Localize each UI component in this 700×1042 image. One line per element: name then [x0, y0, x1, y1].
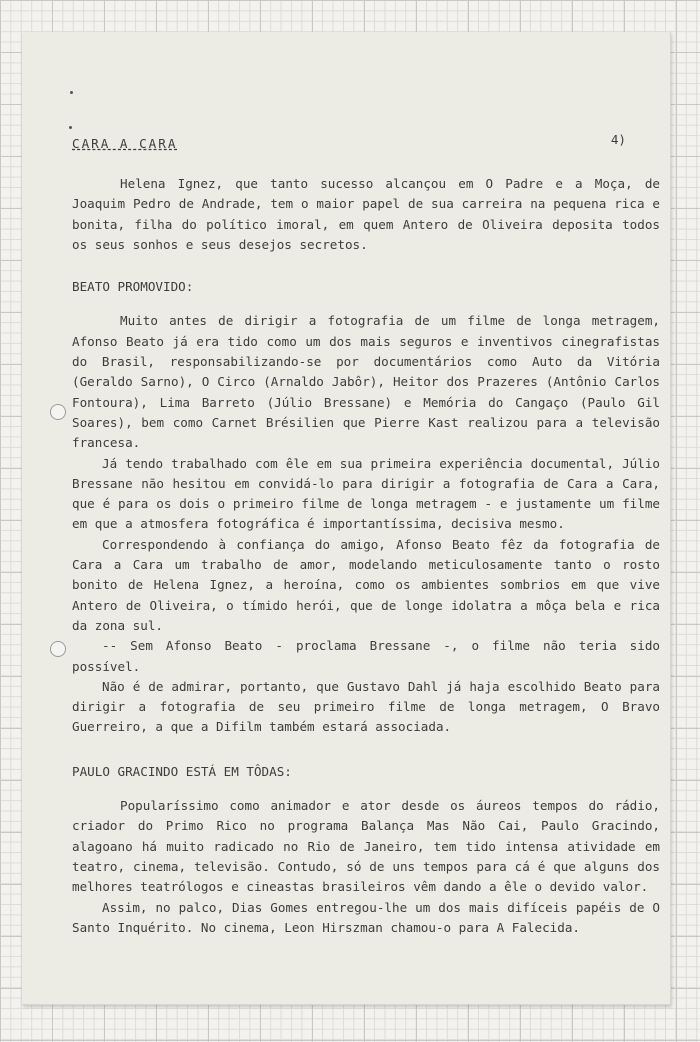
document-title: CARA A CARA: [72, 136, 178, 151]
ink-dot: [69, 126, 72, 129]
page-number: 4): [610, 132, 626, 147]
section-heading-gracindo: PAULO GRACINDO ESTÁ EM TÔDAS:: [72, 763, 292, 779]
paragraph: Muito antes de dirigir a fotografia de um filme de longa metragem, Afonso Beato já era tido como um dos mais seguros e inventivos cinegrafistas do Brasil, responsabilizando-se por documentários como Auto da Vitória (Geraldo Sarno), O Circo (Arnaldo Jabôr), Heitor dos Prazeres (Antônio Carlos Fontoura), Lima Barreto (Júlio Bressane) e Memória do Cangaço (Paulo Gil Soares), bem como Carnet Brésilien que Pierre Kast realizou para a televisão francesa.: [72, 313, 660, 451]
paragraph: Assim, no palco, Dias Gomes entregou-lhe um dos mais difíceis papéis de O Santo Inquérito. No cinema, Leon Hirszman chamou-o para A Falecida.: [72, 899, 660, 935]
paragraph: Já tendo trabalhado com êle em sua primeira experiência documental, Júlio Bressane não hesitou em convidá-lo para dirigir a fotografia de Cara a Cara, que é para os dois o primeiro filme de longa metragem - e justamente um filme em que a atmosfera fotográfica é importantíssima, decisiva mesmo.: [72, 455, 660, 532]
punch-hole: [50, 641, 66, 657]
typed-text: [72, 134, 660, 938]
paragraph: Não é de admirar, portanto, que Gustavo Dahl já haja escolhido Beato para dirigir a fotografia de seu primeiro filme de longa metragem, O Bravo Guerreiro, a que a Difilm também estará associada.: [72, 678, 660, 735]
document-page: [22, 32, 671, 1005]
section-heading-beato: BEATO PROMOVIDO:: [72, 279, 194, 295]
paragraph: Popularíssimo como animador e ator desde os áureos tempos do rádio, criador do Primo Rico no programa Balança Mas Não Cai, Paulo Gracindo, alagoano há muito radicado no Rio de Janeiro, tem tido intensa atividade em teatro, cinema, televisão. Contudo, só de uns tempos para cá é que alguns dos melhores teatrólogos e cineastas brasileiros vêm dando a êle o devido valor.: [72, 798, 660, 895]
punch-hole: [50, 404, 66, 420]
intro-paragraph: Helena Ignez, que tanto sucesso alcançou em O Padre e a Moça, de Joaquim Pedro de Andrade, tem o maior papel de sua carreira na pequena rica e bonita, filha do político imoral, em quem Antero de Oliveira deposita todos os seus sonhos e seus desejos secretos.: [72, 176, 660, 252]
paragraph: -- Sem Afonso Beato - proclama Bressane -, o filme não teria sido possível.: [72, 638, 660, 674]
ink-dot: [70, 91, 73, 94]
paragraph: Correspondendo à confiança do amigo, Afonso Beato fêz da fotografia de Cara a Cara um trabalho de amor, modelando meticulosamente tanto o rosto bonito de Helena Ignez, a heroína, como os ambientes sombrios em que vive Antero de Oliveira, o tímido herói, que de longe idolatra a môça bela e rica da zona sul.: [72, 536, 660, 633]
title-row: [72, 134, 660, 154]
